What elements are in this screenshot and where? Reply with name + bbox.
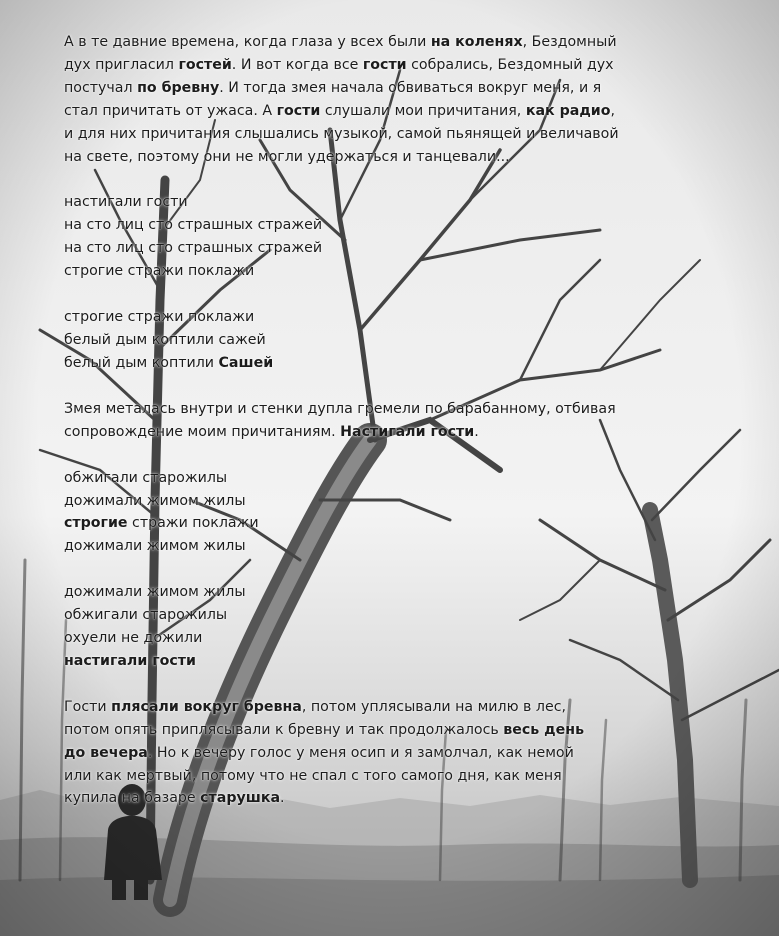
text-line <box>64 696 704 719</box>
paragraph <box>64 398 704 444</box>
text-segment: охуели не дожили <box>64 630 203 647</box>
text-line <box>64 719 704 742</box>
text-segment: слушали мои причитания, <box>320 102 526 119</box>
text-line <box>64 490 704 513</box>
text-line <box>64 650 704 673</box>
text-segment: постучал <box>64 79 138 96</box>
text-segment: обжигали старожилы <box>64 469 228 486</box>
bold-phrase: строгие <box>64 515 128 532</box>
text-line <box>64 765 704 788</box>
text-segment: белый дым коптили сажей <box>64 331 266 348</box>
text-line <box>64 100 704 123</box>
text-line <box>64 123 704 146</box>
text-segment: Змея металась внутри и стенки дупла гремели по барабанному, отбивая <box>64 400 616 417</box>
text-segment: настигали гости <box>64 194 188 211</box>
text-line <box>64 31 704 54</box>
text-line <box>64 627 704 650</box>
text-line <box>64 54 704 77</box>
text-line <box>64 329 704 352</box>
text-segment: дожимали жимом жилы <box>64 538 246 555</box>
text-segment: или как мертвый, потому что не спал с того самого дня, как меня <box>64 767 562 784</box>
text-segment: на свете, поэтому они не могли удержаться и танцевали... <box>64 148 510 165</box>
text-segment: Гости <box>64 698 112 715</box>
bold-phrase: старушка <box>200 790 281 807</box>
text-segment: . И тогда змея начала обвиваться вокруг меня, и я <box>219 79 602 96</box>
text-segment: . Но к вечеру голос у меня осип и я замолчал, как немой <box>147 744 574 761</box>
bold-phrase: по бревну <box>137 79 220 96</box>
text-segment: на сто лиц сто страшных стражей <box>64 217 323 234</box>
text-segment: потом опять приплясывали к бревну и так продолжалось <box>64 721 504 738</box>
text-segment: , потом уплясывали на милю в лес, <box>301 698 567 715</box>
bold-phrase: весь день <box>503 721 585 738</box>
bold-phrase: как радио <box>525 102 611 119</box>
text-segment: строгие стражи поклажи <box>64 309 255 326</box>
bold-phrase: Настигали гости <box>340 423 475 440</box>
text-segment: на сто лиц сто страшных стражей <box>64 240 323 257</box>
text-segment: обжигали старожилы <box>64 607 228 624</box>
text-segment: . <box>474 423 479 440</box>
bold-phrase: Сашей <box>218 354 274 371</box>
text-segment: . <box>280 790 285 807</box>
text-line <box>64 146 704 169</box>
text-line <box>64 787 704 810</box>
text-line <box>64 306 704 329</box>
text-line <box>64 398 704 421</box>
text-line <box>64 352 704 375</box>
text-segment: купила на базаре <box>64 790 201 807</box>
text-line <box>64 191 704 214</box>
bold-phrase: плясали вокруг бревна <box>111 698 302 715</box>
bold-phrase: гости <box>276 102 321 119</box>
bold-phrase: на коленях <box>430 34 523 50</box>
text-segment: белый дым коптили <box>64 354 219 371</box>
text-segment: и для них причитания слышались музыкой, самой пьянящей и величавой <box>64 125 619 142</box>
paragraph <box>64 581 704 673</box>
text-segment: дожимали жимом жилы <box>64 492 246 509</box>
text-line <box>64 581 704 604</box>
paragraph <box>64 191 704 283</box>
bold-phrase: до вечера <box>64 744 148 761</box>
text-segment: А в те давние времена, когда глаза у всех были <box>64 34 431 50</box>
text-line <box>64 237 704 260</box>
text-segment: стражи поклажи <box>127 515 259 532</box>
text-line <box>64 535 704 558</box>
text-line <box>64 467 704 490</box>
paragraph <box>64 306 704 375</box>
text-line <box>64 604 704 627</box>
text-segment: дожимали жимом жилы <box>64 584 246 601</box>
bold-phrase: гости <box>362 56 407 73</box>
text-line <box>64 260 704 283</box>
text-line <box>64 421 704 444</box>
paragraph <box>64 31 704 168</box>
text-segment: строгие стражи поклажи <box>64 263 255 280</box>
text-line <box>64 512 704 535</box>
paragraph <box>64 467 704 559</box>
text-segment: сопровождение моим причитаниям. <box>64 423 341 440</box>
bold-phrase: настигали гости <box>64 652 196 669</box>
text-segment: , Бездомный <box>522 34 617 50</box>
text-line <box>64 214 704 237</box>
bold-phrase: гостей <box>178 56 232 73</box>
text-segment: , <box>610 102 615 119</box>
text-segment: собрались, Бездомный дух <box>406 56 614 73</box>
text-line <box>64 742 704 765</box>
text-segment: стал причитать от ужаса. А <box>64 102 277 119</box>
poem-text-block <box>64 31 704 833</box>
paragraph <box>64 696 704 811</box>
text-segment: . И вот когда все <box>231 56 363 73</box>
text-line <box>64 77 704 100</box>
text-segment: дух пригласил <box>64 56 179 73</box>
